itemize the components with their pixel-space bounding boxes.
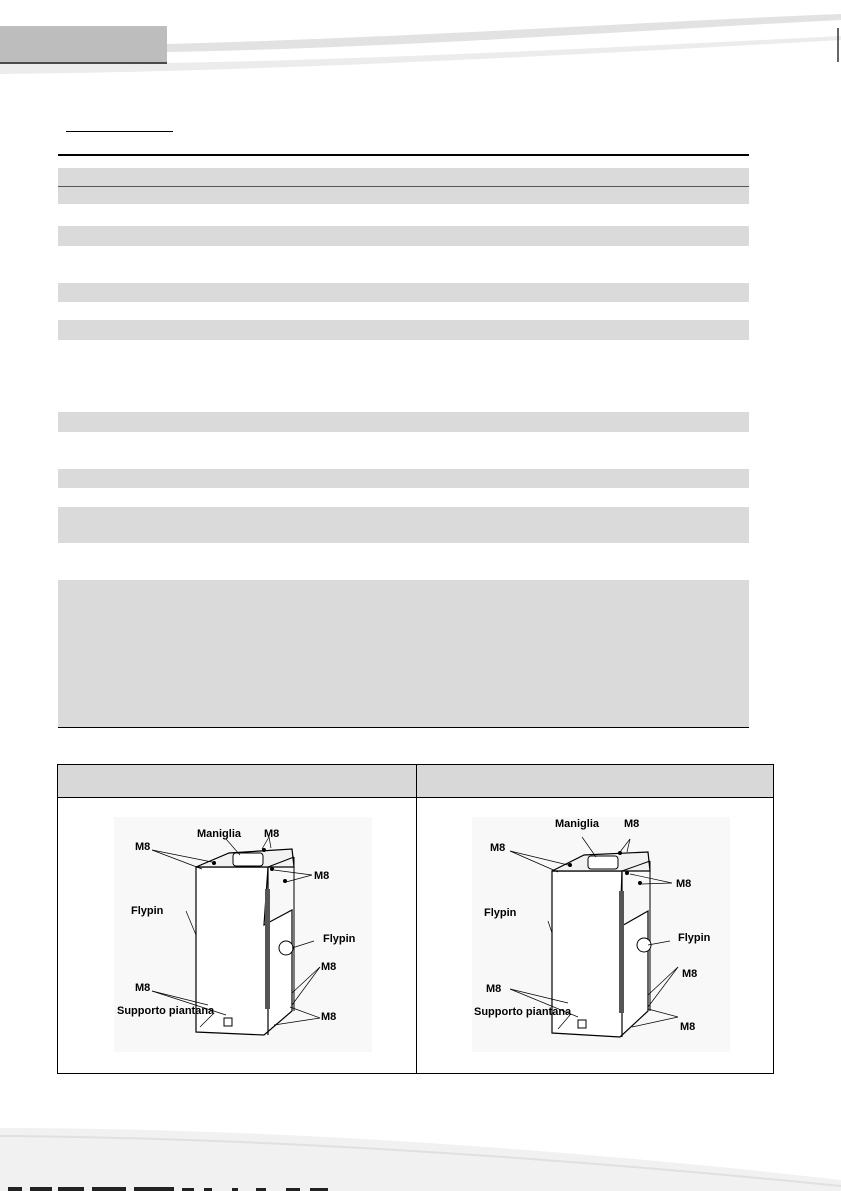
views-table-header-right <box>417 765 773 798</box>
label-m8-left: M8 <box>135 841 151 853</box>
spec-row-band <box>58 168 749 186</box>
label-supporto-piantana: Supporto piantana <box>474 1006 572 1018</box>
label-m8-bottom-left: M8 <box>135 982 151 994</box>
spec-row-band <box>58 226 749 246</box>
label-m8-left: M8 <box>490 842 506 854</box>
spec-row-band <box>58 507 749 543</box>
label-maniglia: Maniglia <box>555 818 600 830</box>
views-table-header-left <box>58 765 417 798</box>
label-m8-top: M8 <box>624 818 640 830</box>
label-m8-right-bottom: M8 <box>682 968 698 980</box>
label-m8-right-top: M8 <box>314 870 330 882</box>
spec-row-band <box>58 412 749 432</box>
label-m8-right-top: M8 <box>676 878 692 890</box>
spec-row-band <box>58 580 749 727</box>
label-supporto-piantana: Supporto piantana <box>117 1005 215 1017</box>
section-title-underline <box>66 131 173 132</box>
header-tab <box>0 26 167 64</box>
label-m8-top: M8 <box>264 828 280 840</box>
speaker-diagram-left <box>114 817 372 1052</box>
label-flypin-right: Flypin <box>678 932 711 944</box>
views-table-column-divider <box>416 765 417 1073</box>
label-maniglia: Maniglia <box>197 828 242 840</box>
spec-row-band <box>58 469 749 488</box>
label-m8-bottom-right: M8 <box>680 1021 696 1033</box>
label-m8-bottom-right: M8 <box>321 1011 337 1023</box>
spec-table-top-rule <box>58 154 749 156</box>
speaker-diagram-right <box>472 817 730 1052</box>
label-flypin-left: Flypin <box>131 905 164 917</box>
label-m8-right-bottom: M8 <box>321 961 337 973</box>
spec-row-band <box>58 283 749 302</box>
spec-row-band <box>58 187 749 204</box>
label-m8-bottom-left: M8 <box>486 983 502 995</box>
views-table <box>57 764 774 1074</box>
spec-row-band <box>58 320 749 340</box>
spec-table-bottom-rule <box>58 727 749 728</box>
label-flypin-left: Flypin <box>484 907 517 919</box>
label-flypin-right: Flypin <box>323 933 356 945</box>
